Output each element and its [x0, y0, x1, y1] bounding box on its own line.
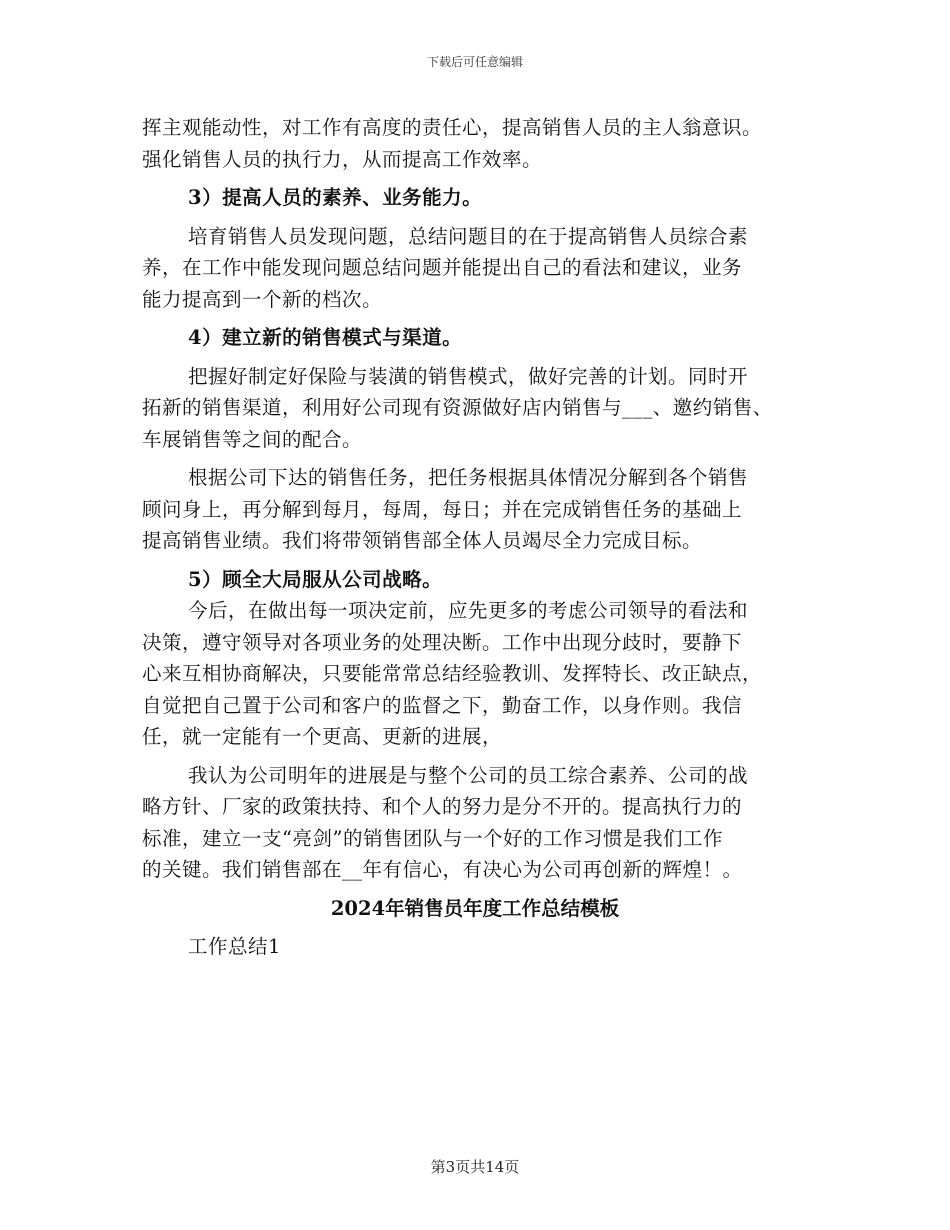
- body-line: 今后，在做出每一项决定前，应先更多的考虑公司领导的看法和: [188, 599, 749, 622]
- page-header: 下载后可任意编辑: [426, 55, 523, 69]
- body-line: 的关键。我们销售部在__年有信心，有决心为公司再创新的辉煌！。: [142, 858, 743, 881]
- document-title: 2024年销售员年度工作总结模板: [330, 896, 620, 920]
- body-line: 把握好制定好保险与装潢的销售模式，做好完善的计划。同时开: [188, 364, 749, 388]
- section-heading: 5）顾全大局服从公司战略。: [188, 567, 443, 591]
- body-line: 强化销售人员的执行力，从而提高工作效率。: [142, 147, 543, 171]
- body-line: 提高销售业绩。我们将带领销售部全体人员竭尽全力完成目标。: [142, 529, 703, 552]
- document-body: [142, 112, 822, 963]
- body-line: 自觉把自己置于公司和客户的监督之下，勤奋工作，以身作则。我信: [142, 693, 743, 717]
- body-line: 拓新的销售渠道，利用好公司现有资源做好店内销售与___、邀约销售、: [142, 396, 773, 419]
- body-line: 车展销售等之间的配合。: [142, 427, 363, 451]
- body-line: 任，就一定能有一个更高、更新的进展，: [142, 725, 503, 748]
- page-footer: 第3页共14页: [430, 1158, 520, 1176]
- section-heading: 4）建立新的销售模式与渠道。: [188, 326, 463, 349]
- body-line: 挥主观能动性，对工作有高度的责任心，提高销售人员的主人翁意识。: [142, 116, 763, 139]
- body-line: 顾问身上，再分解到每月，每周，每日；并在完成销售任务的基础上: [142, 497, 743, 521]
- body-line: 能力提高到一个新的档次。: [142, 287, 383, 311]
- body-line: 决策，遵守领导对各项业务的处理决断。工作中出现分歧时，要静下: [142, 630, 743, 654]
- subsection-label: 工作总结1: [188, 935, 281, 958]
- body-line: 略方针、厂家的政策扶持、和个人的努力是分不开的。提高执行力的: [142, 795, 743, 818]
- body-line: 心来互相协商解决，只要能常常总结经验教训、发挥特长、改正缺点，: [142, 662, 763, 685]
- body-line: 标准，建立一支“亮剑”的销售团队与一个好的工作习惯是我们工作: [142, 826, 723, 850]
- body-line: 养，在工作中能发现问题总结问题并能提出自己的看法和建议，业务: [142, 256, 743, 279]
- body-line: 培育销售人员发现问题，总结问题目的在于提高销售人员综合素: [188, 224, 749, 248]
- section-heading: 3）提高人员的素养、业务能力。: [188, 186, 483, 209]
- body-line: 我认为公司明年的进展是与整个公司的员工综合素养、公司的战: [188, 763, 749, 787]
- body-line: 根据公司下达的销售任务，把任务根据具体情况分解到各个销售: [188, 466, 749, 489]
